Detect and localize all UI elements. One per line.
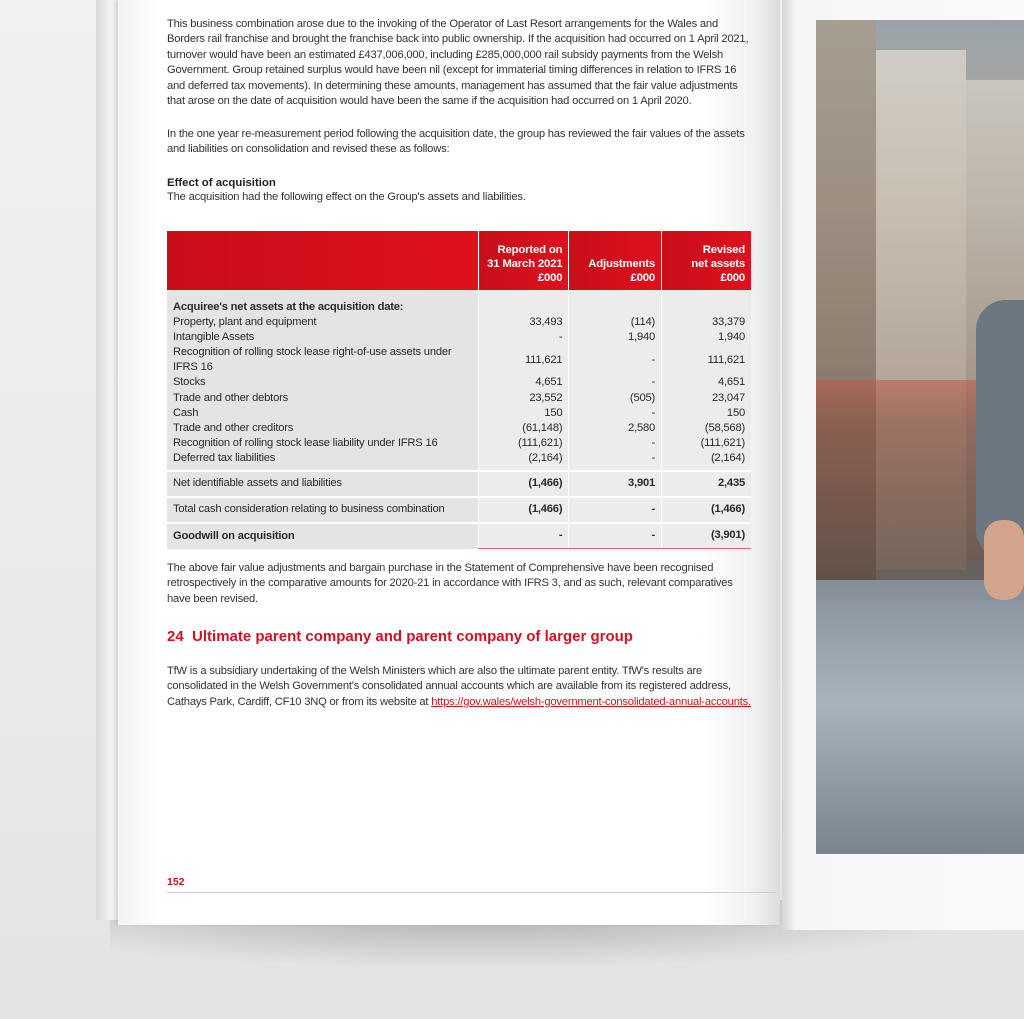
- effect-intro: The acquisition had the following effect on the Group's assets and liabilities.: [167, 191, 526, 203]
- total-row-goodwill: Goodwill on acquisition - - (3,901): [167, 523, 751, 549]
- page-number: 152: [167, 876, 185, 888]
- total-row-net-assets: Net identifiable assets and liabilities (1,466) 3,901 2,435: [167, 471, 751, 497]
- table-row: Recognition of rolling stock lease liability under IFRS 16 (111,621) - (111,621): [167, 436, 751, 451]
- fair-value-paragraph: The above fair value adjustments and bargain purchase in the Statement of Comprehensive have been recognised retrospectively in the comparative amounts for 2020-21 in accordance with IFRS 3, and as such, relevant comparatives have been revised.: [167, 562, 733, 605]
- remeasurement-paragraph: In the one year re-measurement period following the acquisition date, the group has reviewed the fair values of the assets and liabilities on consolidation and revised these as follows:: [167, 128, 745, 156]
- table-row: Recognition of rolling stock lease right-of-use assets under IFRS 16 111,621 - 111,621: [167, 345, 751, 375]
- section-title: Ultimate parent company and parent company of larger group: [192, 628, 633, 645]
- table-section-row: [167, 300, 751, 315]
- section-heading: [167, 628, 633, 645]
- parent-paragraph: TfW is a subsidiary undertaking of the Welsh Ministers which are also the ultimate parent entity. TfW's results are consolidated in the Welsh Government's consolidated annual accounts which are available from its registered address, Cathays Park, Cardiff, CF10 3NQ or from its website at https://gov.wales/welsh-government-consolidated-annual-accounts.: [167, 665, 751, 708]
- section-number: 24: [167, 628, 184, 645]
- table-row: Cash 150 - 150: [167, 406, 751, 421]
- intro-paragraph: This business combination arose due to the invoking of the Operator of Last Resort arrangements for the Wales and Borders rail franchise and brought the franchise back into public ownership. If the acquisition had occurred on 1 April 2021, turnover would have been an estimated £437,006,000, including £285,000,000 rail subsidy payments from the Welsh Government. Group retained surplus would have been nil (except for immaterial timing differences in relation to IFRS 16 and deferred tax movements). In determining these amounts, management has assumed that the fair value adjustments that arose on the date of acquisition would have been the same if the acquisition had occurred on 1 April 2020.: [167, 18, 749, 108]
- acquisition-table: [167, 231, 751, 549]
- col-reported-header: Reported on 31 March 2021 £000: [479, 231, 569, 290]
- effect-heading: Effect of acquisition: [167, 177, 276, 189]
- table-row: Trade and other debtors 23,552 (505) 23,047: [167, 391, 751, 406]
- table-row: Trade and other creditors (61,148) 2,580 (58,568): [167, 421, 751, 436]
- table-header-row: [167, 231, 751, 290]
- footer-divider: [167, 892, 777, 893]
- table-row: Intangible Assets - 1,940 1,940: [167, 330, 751, 345]
- table-header-blank: [167, 231, 479, 290]
- gov-wales-link[interactable]: https://gov.wales/welsh-government-consolidated-annual-accounts.: [431, 695, 751, 708]
- table-row: Property, plant and equipment 33,493 (114) 33,379: [167, 315, 751, 330]
- table-row: Stocks 4,651 - 4,651: [167, 375, 751, 390]
- section-label: Acquiree's net assets at the acquisition date:: [167, 300, 479, 315]
- col-revised-header: Revised net assets £000: [662, 231, 751, 290]
- table-row: Deferred tax liabilities (2,164) - (2,164): [167, 451, 751, 466]
- col-adjustments-header: Adjustments £000: [569, 231, 662, 290]
- total-row-cash-consideration: Total cash consideration relating to business combination (1,466) - (1,466): [167, 497, 751, 523]
